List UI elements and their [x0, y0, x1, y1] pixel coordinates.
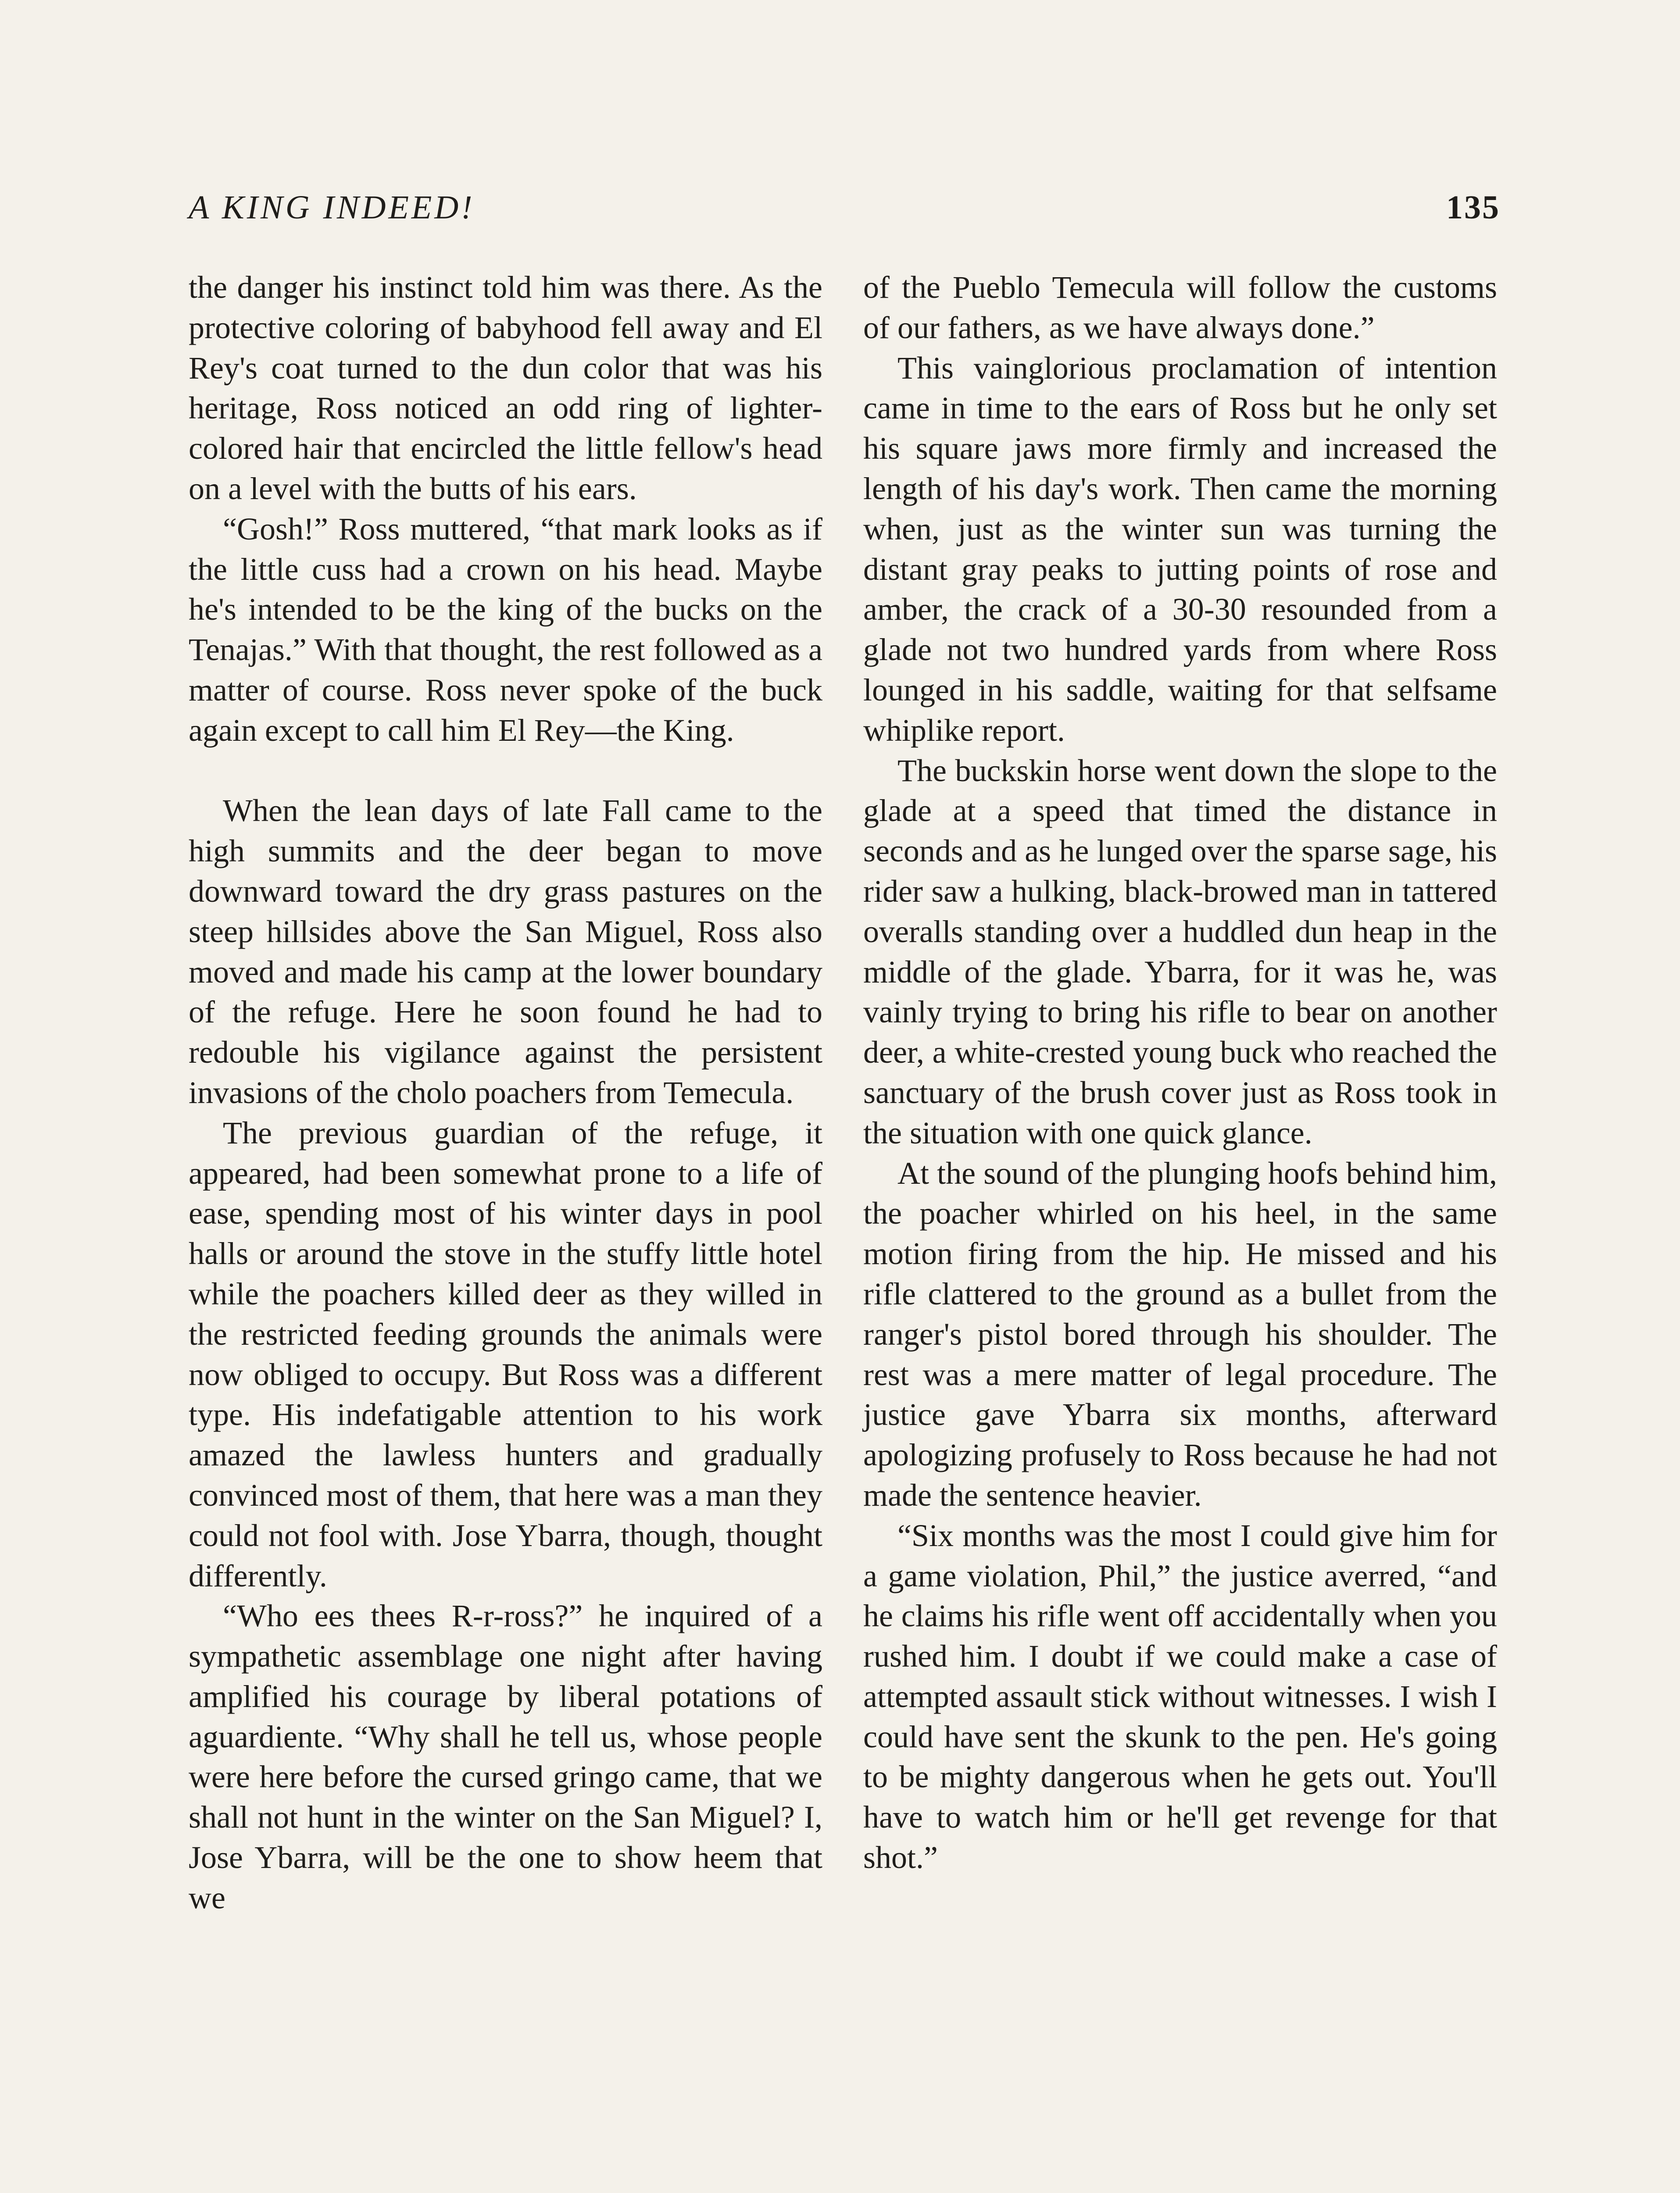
paragraph: The previous guardian of the refuge, it appeared, had been somewhat prone to a life of ease, spending most of his winter days in pool halls or around the stove in the stuffy little hotel while the poachers killed deer as they willed in the restricted feeding grounds the animals were now obliged to occupy. But Ross was a different type. His indefatigable attention to his work amazed the lawless hunters and gradually convinced most of them, that here was a man they could not fool with. Jose Ybarra, though, thought differently. — [189, 1115, 822, 1593]
right-column — [863, 268, 1497, 1878]
paragraph: This vainglorious proclamation of intention came in time to the ears of Ross but he only set his square jaws more firmly and increased the length of his day's work. Then came the morning when, just as the winter sun was turning the distant gray peaks to jutting points of rose and amber, the crack of a 30-30 resounded from a glade not two hundred yards from where Ross lounged in his saddle, waiting for that selfsame whiplike report. — [863, 350, 1497, 748]
paragraph: of the Pueblo Temecula will follow the customs of our fathers, as we have always done.” — [863, 270, 1497, 345]
running-title: A KING INDEED! — [189, 189, 475, 226]
paragraph: “Who ees thees R-r-ross?” he inquired of a sympathetic assemblage one night after having amplified his courage by liberal potations of aguardiente. “Why shall he tell us, whose people were here before the cursed gringo came, that we shall not hunt in the winter on the San Miguel? I, Jose Ybarra, will be the one to show heem that we — [189, 1598, 822, 1915]
paragraph: “Gosh!” Ross muttered, “that mark looks as if the little cuss had a crown on his head. Maybe he's intended to be the king of the bucks on the Tenajas.” With that thought, the rest followed as a matter of course. Ross never spoke of the buck again except to call him El Rey—the King. — [189, 511, 822, 748]
paragraph: When the lean days of late Fall came to the high summits and the deer began to move downward toward the dry grass pastures on the steep hillsides above the San Miguel, Ross also moved and made his camp at the lower boundary of the refuge. Here he soon found he had to redouble his vigilance against the persistent invasions of the cholo poachers from Temecula. — [189, 793, 822, 1110]
left-column — [189, 268, 822, 1918]
paragraph: “Six months was the most I could give him for a game violation, Phil,” the justice averred, “and he claims his rifle went off accidentally when you rushed him. I doubt if we could make a case of attempted assault stick without witnesses. I wish I could have sent the skunk to the pen. He's going to be mighty dangerous when he gets out. You'll have to watch him or he'll get revenge for that shot.” — [863, 1518, 1497, 1875]
page-number: 135 — [1446, 189, 1500, 226]
running-head — [189, 189, 1500, 237]
paragraph: The buckskin horse went down the slope to the glade at a speed that timed the distance in seconds and as he lunged over the sparse sage, his rider saw a hulking, black-browed man in tattered overalls standing over a huddled dun heap in the middle of the glade. Ybarra, for it was he, was vainly trying to bring his rifle to bear on another deer, a white-crested young buck who reached the sanctuary of the brush cover just as Ross took in the situation with one quick glance. — [863, 753, 1497, 1150]
paragraph: the danger his instinct told him was there. As the protective coloring of babyhood fell away and El Rey's coat turned to the dun color that was his heritage, Ross noticed an odd ring of lighter-colored hair that encircled the little fellow's head on a level with the butts of his ears. — [189, 270, 822, 506]
paragraph: At the sound of the plunging hoofs behind him, the poacher whirled on his heel, in the same motion firing from the hip. He missed and his rifle clattered to the ground as a bullet from the ranger's pistol bored through his shoulder. The rest was a mere matter of legal procedure. The justice gave Ybarra six months, afterward apologizing profusely to Ross because he had not made the sentence heavier. — [863, 1155, 1497, 1513]
